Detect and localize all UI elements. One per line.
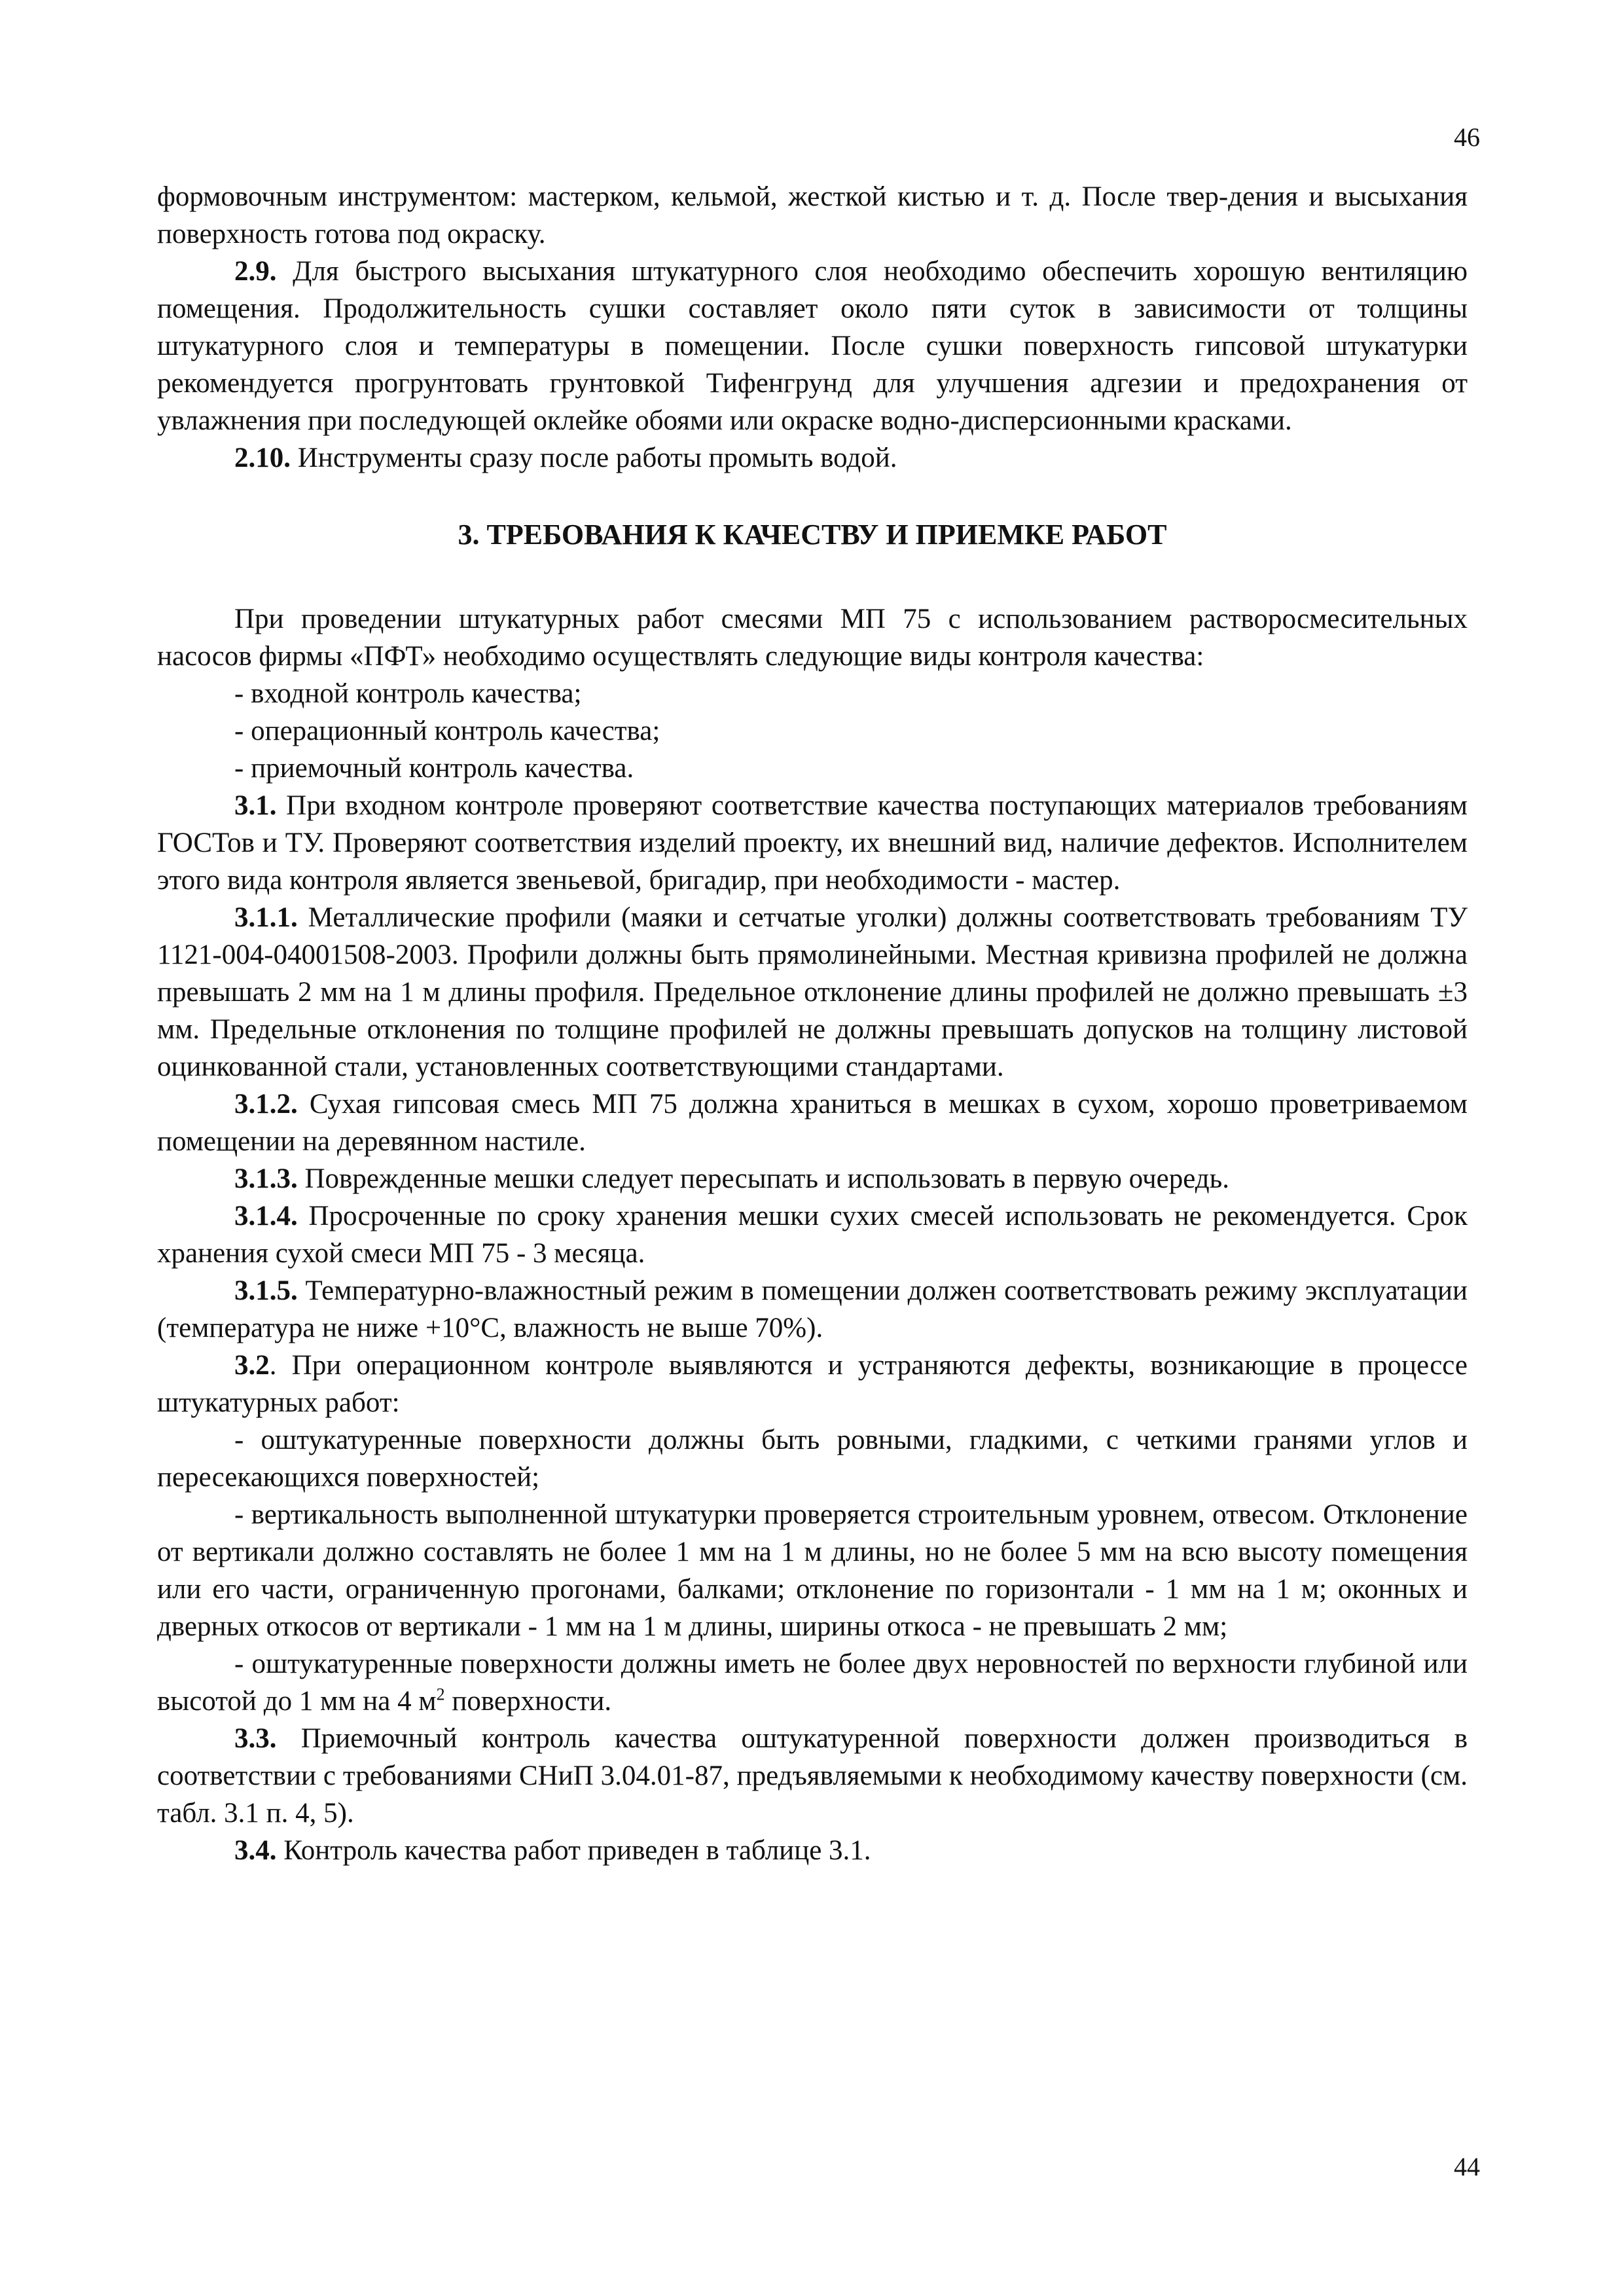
paragraph-3-4	[157, 1832, 1468, 1869]
paragraph-3-2-item-c	[157, 1645, 1468, 1720]
paragraph-3-1-1	[157, 899, 1468, 1085]
clause-number: 2.10.	[234, 443, 291, 473]
clause-text: Температурно-влажностный режим в помещении должен соответствовать режиму эксплуатации (температура не ниже +10°С, влажность не выше 70%).	[157, 1275, 1468, 1343]
paragraph-3-2-item-b: - вертикальность выполненной штукатурки проверяется строительным уровнем, отвесом. Отклонение от вертикали должно составлять не более 1 мм на 1 м длины, но не более 5 мм на всю высоту помещения или его части, ограниченную прогонами, балками; отклонение по горизонтали - 1 мм на 1 м; оконных и дверных откосов от вертикали - 1 мм на 1 м длины, ширины откоса - не превышать 2 мм;	[157, 1499, 1468, 1642]
superscript: 2	[436, 1685, 445, 1704]
document-body	[157, 178, 1468, 1869]
paragraph-section-intro: При проведении штукатурных работ смесями МП 75 с использованием растворосмесительных насосов фирмы «ПФТ» необходимо осуществлять следующие виды контроля качества:	[157, 604, 1468, 672]
clause-number: 3.3.	[234, 1723, 277, 1754]
page-number-bottom: 44	[1454, 2152, 1480, 2181]
paragraph-3-1	[157, 787, 1468, 899]
clause-text: Контроль качества работ приведен в таблице 3.1.	[276, 1835, 871, 1866]
clause-number: 3.1.2.	[234, 1089, 298, 1120]
clause-number: 3.1.4.	[234, 1201, 298, 1231]
clause-text: Сухая гипсовая смесь МП 75 должна храниться в мешках в сухом, хорошо проветриваемом помещении на деревянном настиле.	[157, 1089, 1468, 1157]
clause-number: 3.4.	[234, 1835, 277, 1866]
clause-number: 3.1.3.	[234, 1163, 298, 1194]
paragraph-3-1-5	[157, 1272, 1468, 1347]
clause-number: 3.1.1.	[234, 902, 298, 933]
item-text: - оштукатуренные поверхности должны иметь не более двух неровностей по верхности глубиной или высотой до 1 мм на 4 м	[157, 1649, 1468, 1717]
paragraph-3-2	[157, 1347, 1468, 1421]
clause-text: Для быстрого высыхания штукатурного слоя необходимо обеспечить хорошую вентиляцию помещения. Продолжительность сушки составляет около пяти суток в зависимости от толщины штукатурного слоя и температуры в помещении. После сушки поверхность гипсовой штукатурки рекомендуется прогрунтовать грунтовкой Тифенгрунд для улучшения адгезии и предохранения от увлажнения при последующей оклейке обоями или окраске водно-дисперсионными красками.	[157, 256, 1468, 436]
paragraph-2-10	[157, 439, 1468, 477]
clause-text: Инструменты сразу после работы промыть водой.	[291, 443, 897, 473]
paragraph-3-3	[157, 1720, 1468, 1832]
section-heading: 3. ТРЕБОВАНИЯ К КАЧЕСТВУ И ПРИЕМКЕ РАБОТ	[458, 519, 1167, 551]
list-item: - приемочный контроль качества.	[234, 753, 634, 784]
clause-text: . При операционном контроле выявляются и устраняются дефекты, возникающие в процессе штукатурных работ:	[157, 1350, 1468, 1418]
page-number-top: 46	[1454, 122, 1480, 152]
clause-number: 3.2	[234, 1350, 270, 1381]
clause-text: Приемочный контроль качества оштукатуренной поверхности должен производиться в соответствии с требованиями СНиП 3.04.01-87, предъявляемыми к необходимому качеству поверхности (см. табл. 3.1 п. 4, 5).	[157, 1723, 1468, 1829]
paragraph-3-1-2	[157, 1085, 1468, 1160]
paragraph-3-1-4	[157, 1197, 1468, 1272]
item-text-end: поверхности.	[444, 1686, 612, 1717]
clause-text: Металлические профили (маяки и сетчатые уголки) должны соответствовать требованиям ТУ 1121-004-04001508-2003. Профили должны быть прямолинейными. Местная кривизна профилей не должна превышать 2 мм на 1 м длины профиля. Предельное отклонение длины профилей не должно превышать ±3 мм. Предельные отклонения по толщине профилей не должны превышать допусков на толщину листовой оцинкованной стали, установленных соответствующими стандартами.	[157, 902, 1468, 1082]
list-item: - операционный контроль качества;	[234, 716, 660, 746]
clause-number: 3.1.	[234, 790, 277, 821]
paragraph-continuation: формовочным инструментом: мастерком, кельмой, жесткой кистью и т. д. После твер-дения и высыхания поверхность готова под окраску.	[157, 181, 1468, 249]
clause-number: 3.1.5.	[234, 1275, 298, 1306]
clause-text: Поврежденные мешки следует пересыпать и использовать в первую очередь.	[297, 1163, 1229, 1194]
clause-text: Просроченные по сроку хранения мешки сухих смесей использовать не рекомендуется. Срок хранения сухой смеси МП 75 - 3 месяца.	[157, 1201, 1468, 1269]
paragraph-3-2-item-a: - оштукатуренные поверхности должны быть ровными, гладкими, с четкими гранями углов и пересекающихся поверхностей;	[157, 1425, 1468, 1493]
paragraph-2-9	[157, 253, 1468, 439]
list-item: - входной контроль качества;	[234, 678, 582, 709]
clause-number: 2.9.	[234, 256, 277, 287]
paragraph-3-1-3	[157, 1160, 1468, 1197]
clause-text: При входном контроле проверяют соответствие качества поступающих материалов требованиям ГОСТов и ТУ. Проверяют соответствия изделий проекту, их внешний вид, наличие дефектов. Исполнителем этого вида контроля является звеньевой, бригадир, при необходимости - мастер.	[157, 790, 1468, 896]
